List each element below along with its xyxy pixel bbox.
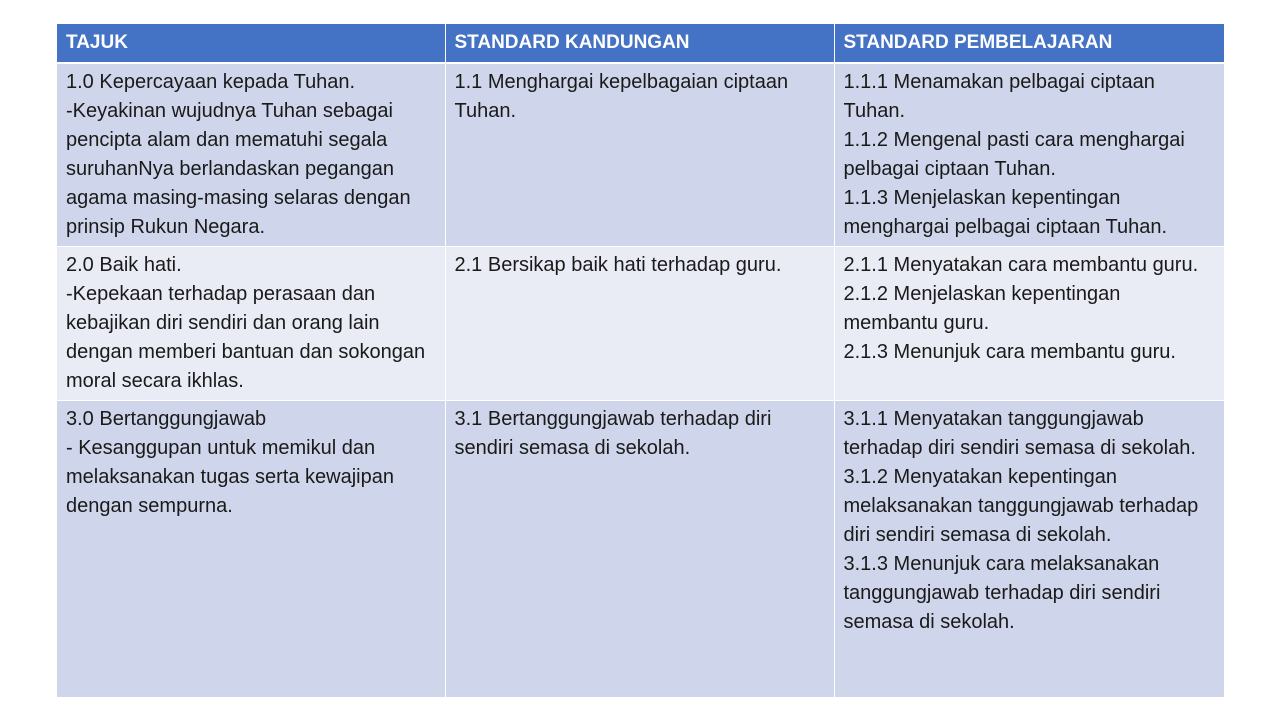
kandungan-text: 2.1 Bersikap baik hati terhadap guru. xyxy=(454,254,782,276)
header-standard-kandungan: STANDARD KANDUNGAN xyxy=(445,24,834,63)
pembelajaran-item: 1.1.1 Menamakan pelbagai ciptaan Tuhan. xyxy=(843,71,1155,122)
pembelajaran-item: 3.1.2 Menyatakan kepentingan melaksanakan tanggungjawab terhadap diri sendiri semasa di sekolah. xyxy=(843,466,1199,546)
cell-tajuk xyxy=(57,247,445,401)
cell-standard-kandungan xyxy=(445,63,834,247)
pembelajaran-item: 2.1.3 Menunjuk cara membantu guru. xyxy=(843,341,1176,363)
pembelajaran-item: 3.1.3 Menunjuk cara melaksanakan tanggungjawab terhadap diri sendiri semasa di sekolah. xyxy=(843,553,1161,633)
cell-tajuk xyxy=(57,401,445,698)
pembelajaran-item: 1.1.3 Menjelaskan kepentingan menghargai pelbagai ciptaan Tuhan. xyxy=(843,187,1168,238)
header-tajuk: TAJUK xyxy=(57,24,445,63)
cell-standard-pembelajaran xyxy=(834,401,1224,698)
tajuk-description: - Kesanggupan untuk memikul dan melaksanakan tugas serta kewajipan dengan sempurna. xyxy=(66,437,394,517)
tajuk-title: 2.0 Baik hati. xyxy=(66,254,182,276)
pembelajaran-item: 1.1.2 Mengenal pasti cara menghargai pelbagai ciptaan Tuhan. xyxy=(843,129,1185,180)
table-row xyxy=(57,401,1224,698)
tajuk-title: 1.0 Kepercayaan kepada Tuhan. xyxy=(66,71,356,93)
standards-table xyxy=(57,24,1224,698)
cell-standard-pembelajaran xyxy=(834,247,1224,401)
cell-standard-kandungan xyxy=(445,401,834,698)
pembelajaran-item: 3.1.1 Menyatakan tanggungjawab terhadap diri sendiri semasa di sekolah. xyxy=(843,408,1196,459)
cell-standard-pembelajaran xyxy=(834,63,1224,247)
cell-standard-kandungan xyxy=(445,247,834,401)
cell-tajuk xyxy=(57,63,445,247)
table-row xyxy=(57,247,1224,401)
kandungan-text: 1.1 Menghargai kepelbagaian ciptaan Tuhan. xyxy=(454,71,789,122)
table-header-row xyxy=(57,24,1224,63)
kandungan-text: 3.1 Bertanggungjawab terhadap diri sendiri semasa di sekolah. xyxy=(454,408,772,459)
header-standard-pembelajaran: STANDARD PEMBELAJARAN xyxy=(834,24,1224,63)
tajuk-description: -Keyakinan wujudnya Tuhan sebagai pencipta alam dan mematuhi segala suruhanNya berlandaskan pegangan agama masing-masing selaras dengan prinsip Rukun Negara. xyxy=(66,100,411,238)
tajuk-description: -Kepekaan terhadap perasaan dan kebajikan diri sendiri dan orang lain dengan memberi bantuan dan sokongan moral secara ikhlas. xyxy=(66,283,426,392)
tajuk-title: 3.0 Bertanggungjawab xyxy=(66,408,267,430)
table-row xyxy=(57,63,1224,247)
pembelajaran-item: 2.1.2 Menjelaskan kepentingan membantu guru. xyxy=(843,283,1121,334)
pembelajaran-item: 2.1.1 Menyatakan cara membantu guru. xyxy=(843,254,1199,276)
